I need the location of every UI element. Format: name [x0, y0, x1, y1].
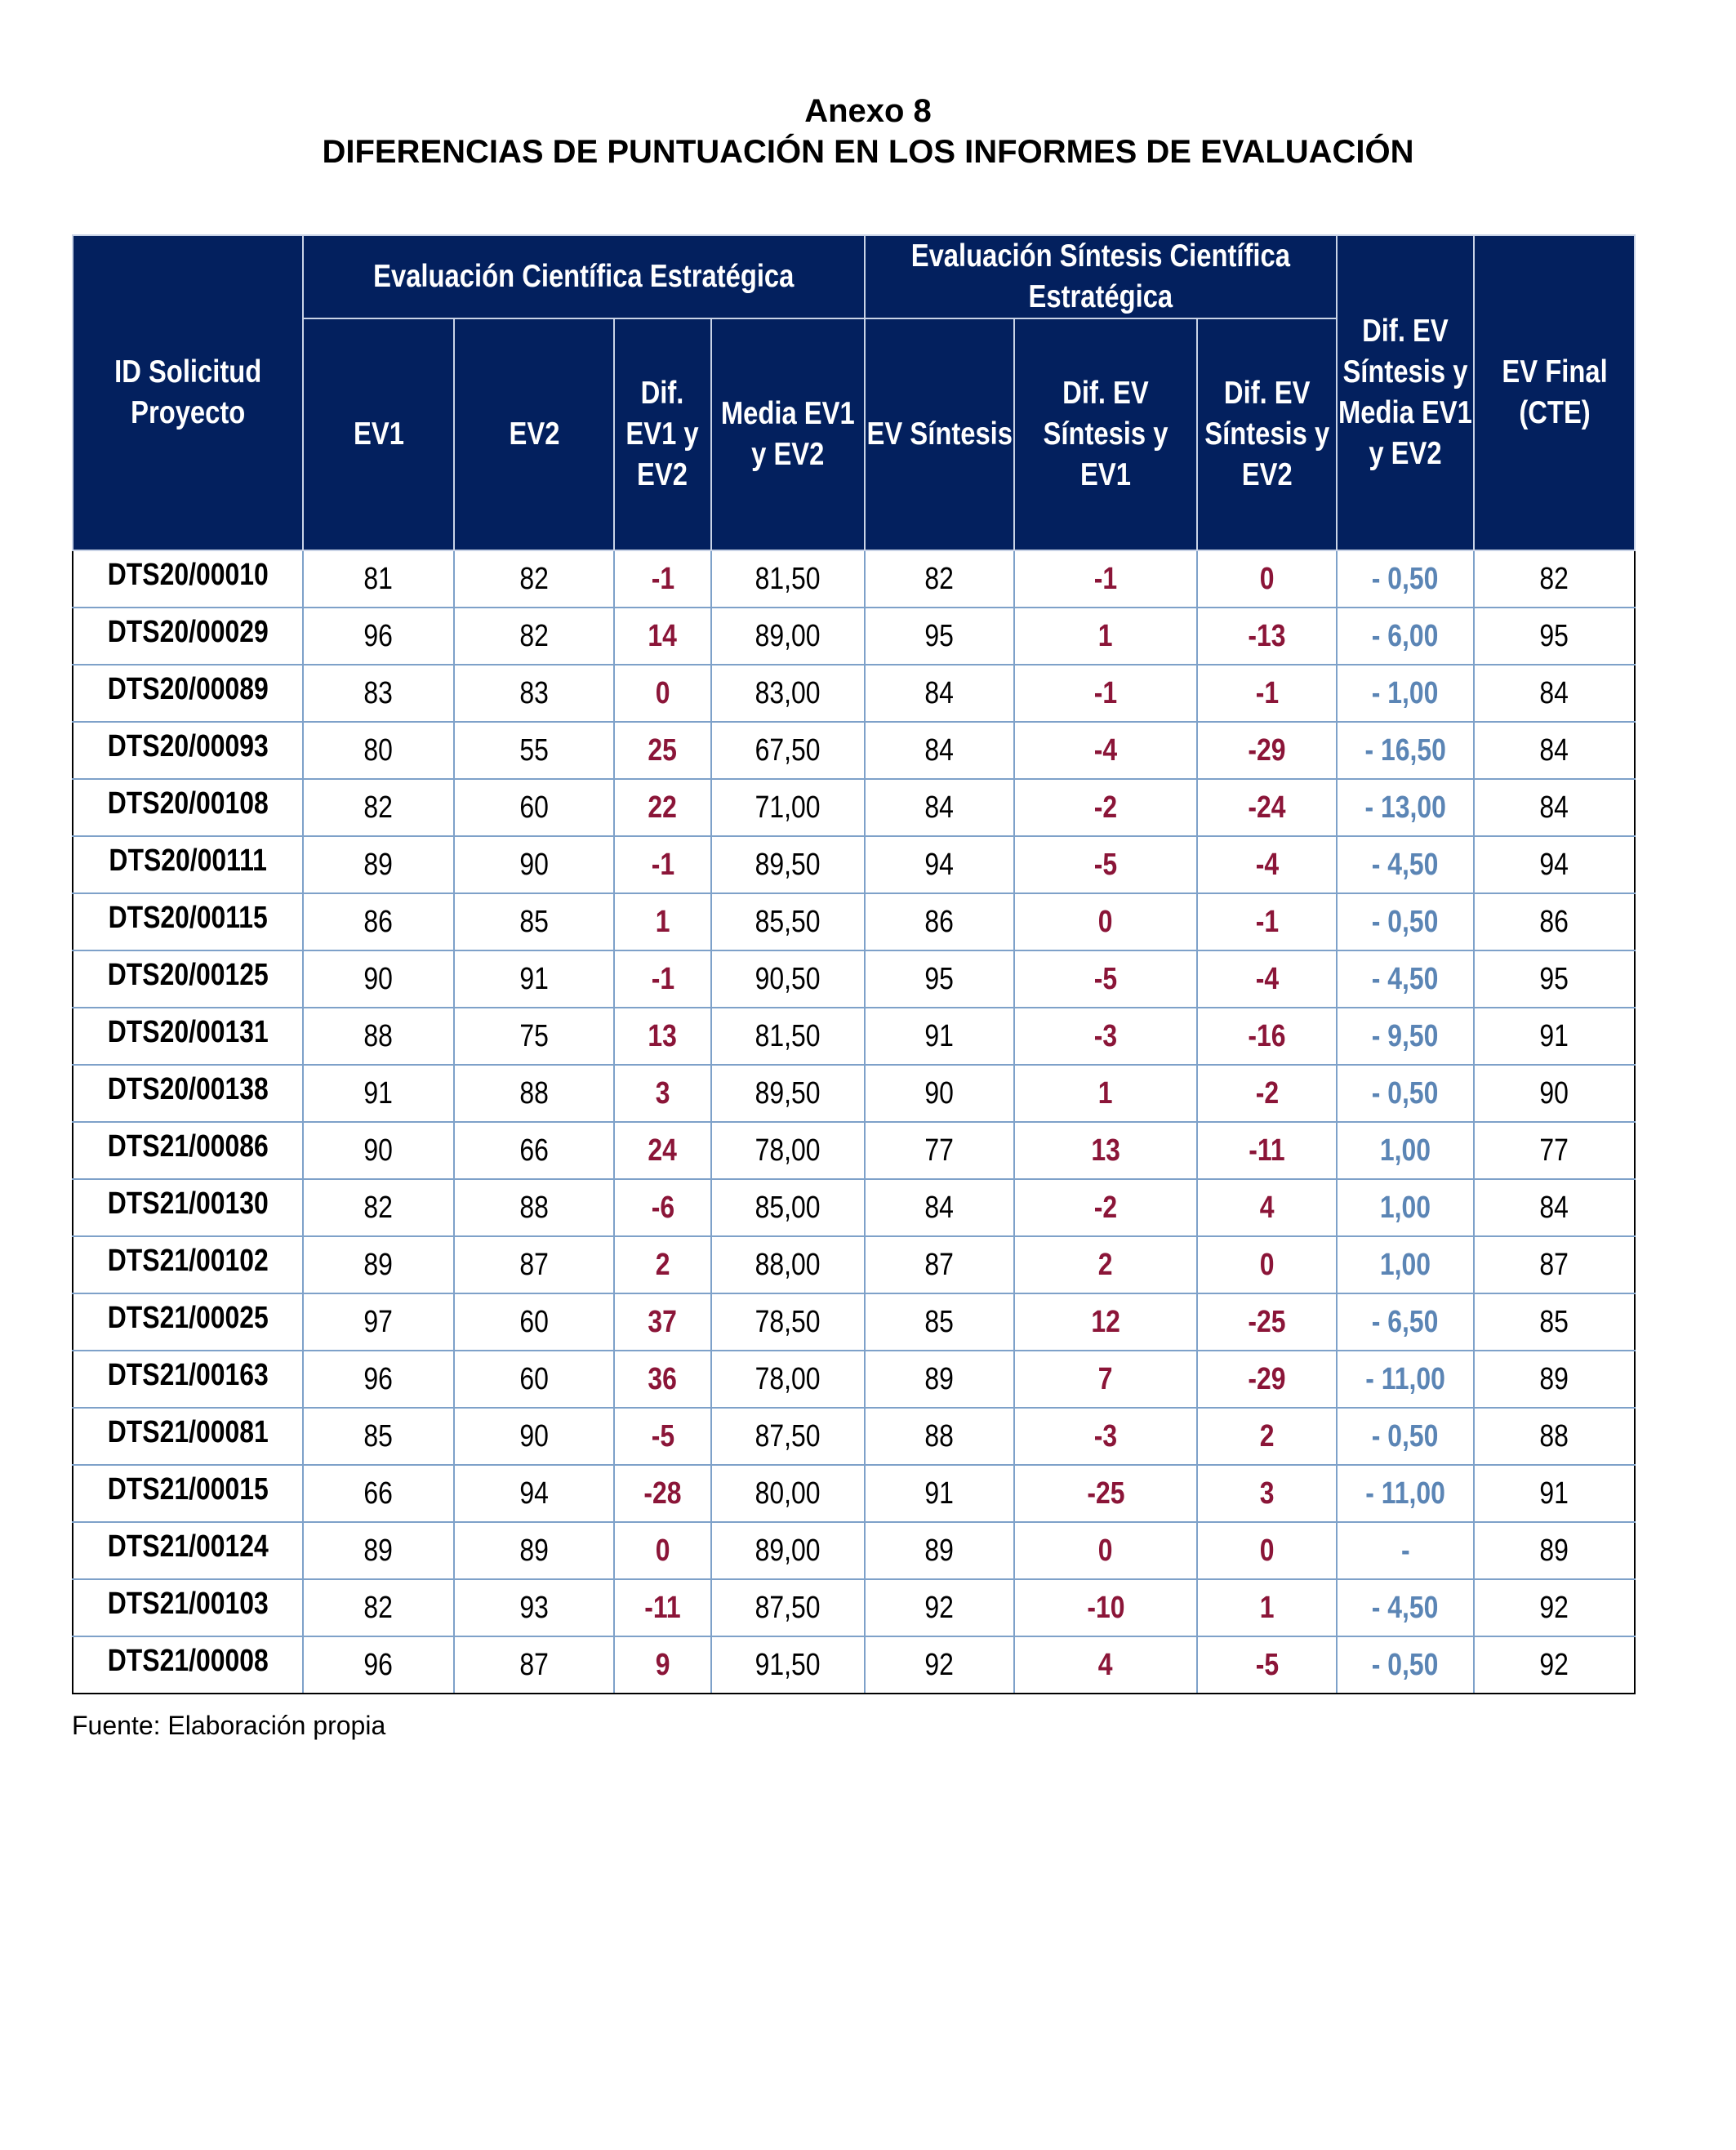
cell-ev2: 87: [454, 1636, 614, 1694]
table-row: [73, 893, 1635, 950]
cell-ev-final: 90: [1474, 1065, 1635, 1122]
cell-ev-final: 85: [1474, 1293, 1635, 1351]
cell-media: 83,00: [711, 665, 865, 722]
cell-dif-sintesis-ev2: 0: [1197, 1522, 1337, 1579]
cell-id: DTS20/00089: [73, 665, 303, 722]
cell-dif-sintesis-ev1: -4: [1014, 722, 1197, 779]
cell-ev-final: 95: [1474, 608, 1635, 665]
cell-dif-sintesis-ev1: -25: [1014, 1465, 1197, 1522]
cell-dif-sintesis-media: - 11,00: [1337, 1465, 1474, 1522]
cell-dif-sintesis-ev1: -5: [1014, 836, 1197, 893]
cell-ev-sintesis: 91: [865, 1008, 1014, 1065]
table-row: [73, 1008, 1635, 1065]
cell-ev1: 85: [303, 1408, 454, 1465]
cell-dif-sintesis-ev1: -3: [1014, 1408, 1197, 1465]
cell-dif-sintesis-ev2: -4: [1197, 836, 1337, 893]
cell-ev2: 88: [454, 1179, 614, 1236]
cell-dif-ev1-ev2: 1: [614, 893, 711, 950]
cell-dif-sintesis-media: - 16,50: [1337, 722, 1474, 779]
cell-ev2: 90: [454, 836, 614, 893]
cell-dif-sintesis-media: 1,00: [1337, 1236, 1474, 1293]
cell-ev1: 82: [303, 1579, 454, 1636]
cell-id: DTS21/00015: [73, 1465, 303, 1522]
header-ev-final: EV Final (CTE): [1474, 235, 1635, 550]
cell-dif-sintesis-ev1: -2: [1014, 779, 1197, 836]
cell-media: 89,50: [711, 1065, 865, 1122]
table-row: [73, 1065, 1635, 1122]
cell-media: 91,50: [711, 1636, 865, 1694]
cell-ev2: 88: [454, 1065, 614, 1122]
cell-dif-sintesis-ev1: 13: [1014, 1122, 1197, 1179]
cell-ev2: 60: [454, 1293, 614, 1351]
cell-ev2: 82: [454, 608, 614, 665]
table-row: [73, 608, 1635, 665]
cell-dif-sintesis-media: - 6,50: [1337, 1293, 1474, 1351]
cell-ev1: 82: [303, 1179, 454, 1236]
cell-dif-sintesis-ev1: -1: [1014, 665, 1197, 722]
cell-dif-sintesis-ev2: 2: [1197, 1408, 1337, 1465]
cell-ev2: 60: [454, 1351, 614, 1408]
cell-media: 89,50: [711, 836, 865, 893]
cell-dif-sintesis-ev1: 1: [1014, 608, 1197, 665]
cell-id: DTS21/00124: [73, 1522, 303, 1579]
cell-id: DTS21/00103: [73, 1579, 303, 1636]
cell-ev-sintesis: 85: [865, 1293, 1014, 1351]
cell-dif-ev1-ev2: 0: [614, 1522, 711, 1579]
cell-ev1: 89: [303, 836, 454, 893]
cell-dif-ev1-ev2: -5: [614, 1408, 711, 1465]
cell-id: DTS21/00163: [73, 1351, 303, 1408]
cell-dif-sintesis-media: - 0,50: [1337, 1065, 1474, 1122]
cell-media: 85,00: [711, 1179, 865, 1236]
table-row: [73, 1408, 1635, 1465]
cell-dif-sintesis-ev2: -4: [1197, 950, 1337, 1008]
cell-ev-final: 89: [1474, 1351, 1635, 1408]
cell-dif-sintesis-ev1: 7: [1014, 1351, 1197, 1408]
cell-media: 89,00: [711, 1522, 865, 1579]
cell-dif-sintesis-ev1: -3: [1014, 1008, 1197, 1065]
cell-ev1: 88: [303, 1008, 454, 1065]
cell-media: 81,50: [711, 550, 865, 608]
cell-dif-sintesis-ev2: 1: [1197, 1579, 1337, 1636]
cell-ev1: 96: [303, 1351, 454, 1408]
cell-ev2: 60: [454, 779, 614, 836]
cell-id: DTS20/00138: [73, 1065, 303, 1122]
cell-dif-sintesis-media: -: [1337, 1522, 1474, 1579]
cell-ev1: 89: [303, 1522, 454, 1579]
cell-dif-ev1-ev2: -1: [614, 836, 711, 893]
cell-ev2: 90: [454, 1408, 614, 1465]
cell-dif-sintesis-ev2: 0: [1197, 550, 1337, 608]
cell-ev-sintesis: 92: [865, 1579, 1014, 1636]
cell-ev2: 85: [454, 893, 614, 950]
header-ev1: EV1: [303, 318, 454, 550]
cell-dif-sintesis-ev1: 1: [1014, 1065, 1197, 1122]
cell-dif-sintesis-media: 1,00: [1337, 1179, 1474, 1236]
table-row: [73, 1636, 1635, 1694]
cell-ev1: 66: [303, 1465, 454, 1522]
cell-media: 88,00: [711, 1236, 865, 1293]
cell-media: 85,50: [711, 893, 865, 950]
cell-ev2: 94: [454, 1465, 614, 1522]
cell-id: DTS21/00008: [73, 1636, 303, 1694]
cell-ev-sintesis: 89: [865, 1351, 1014, 1408]
cell-ev-final: 84: [1474, 722, 1635, 779]
cell-dif-sintesis-media: - 4,50: [1337, 836, 1474, 893]
cell-dif-ev1-ev2: 2: [614, 1236, 711, 1293]
cell-dif-sintesis-ev2: 0: [1197, 1236, 1337, 1293]
cell-dif-sintesis-ev1: -5: [1014, 950, 1197, 1008]
header-group-cientifica: Evaluación Científica Estratégica: [303, 235, 865, 318]
cell-ev-final: 84: [1474, 665, 1635, 722]
table-row: [73, 722, 1635, 779]
cell-media: 78,50: [711, 1293, 865, 1351]
cell-dif-sintesis-ev1: 12: [1014, 1293, 1197, 1351]
cell-dif-sintesis-ev2: -25: [1197, 1293, 1337, 1351]
cell-dif-ev1-ev2: -1: [614, 950, 711, 1008]
table-row: [73, 1522, 1635, 1579]
cell-dif-ev1-ev2: 14: [614, 608, 711, 665]
cell-dif-sintesis-ev2: -1: [1197, 665, 1337, 722]
cell-media: 81,50: [711, 1008, 865, 1065]
cell-id: DTS20/00125: [73, 950, 303, 1008]
cell-media: 78,00: [711, 1122, 865, 1179]
cell-ev-final: 91: [1474, 1465, 1635, 1522]
cell-dif-ev1-ev2: 3: [614, 1065, 711, 1122]
cell-ev2: 66: [454, 1122, 614, 1179]
cell-dif-sintesis-media: - 13,00: [1337, 779, 1474, 836]
cell-ev1: 83: [303, 665, 454, 722]
cell-ev-final: 84: [1474, 1179, 1635, 1236]
cell-id: DTS20/00010: [73, 550, 303, 608]
cell-id: DTS20/00111: [73, 836, 303, 893]
table-row: [73, 1236, 1635, 1293]
cell-id: DTS20/00029: [73, 608, 303, 665]
table-row: [73, 550, 1635, 608]
cell-ev-sintesis: 84: [865, 779, 1014, 836]
cell-ev-sintesis: 84: [865, 722, 1014, 779]
cell-dif-sintesis-ev1: 4: [1014, 1636, 1197, 1694]
cell-media: 87,50: [711, 1579, 865, 1636]
cell-dif-ev1-ev2: 0: [614, 665, 711, 722]
cell-dif-ev1-ev2: 36: [614, 1351, 711, 1408]
cell-ev1: 81: [303, 550, 454, 608]
cell-dif-sintesis-media: - 4,50: [1337, 1579, 1474, 1636]
cell-dif-sintesis-media: - 6,00: [1337, 608, 1474, 665]
header-ev2: EV2: [454, 318, 614, 550]
cell-ev-sintesis: 94: [865, 836, 1014, 893]
header-dif-sintesis-ev2: Dif. EV Síntesis y EV2: [1197, 318, 1337, 550]
cell-ev-sintesis: 88: [865, 1408, 1014, 1465]
cell-media: 78,00: [711, 1351, 865, 1408]
cell-dif-sintesis-ev2: 3: [1197, 1465, 1337, 1522]
header-dif-sintesis-ev1: Dif. EV Síntesis y EV1: [1014, 318, 1197, 550]
cell-ev-final: 89: [1474, 1522, 1635, 1579]
cell-ev-final: 82: [1474, 550, 1635, 608]
cell-ev-final: 92: [1474, 1579, 1635, 1636]
table-row: [73, 665, 1635, 722]
table-row: [73, 779, 1635, 836]
cell-ev1: 90: [303, 950, 454, 1008]
cell-dif-sintesis-media: - 0,50: [1337, 550, 1474, 608]
cell-ev-final: 91: [1474, 1008, 1635, 1065]
cell-ev1: 80: [303, 722, 454, 779]
cell-ev-sintesis: 77: [865, 1122, 1014, 1179]
cell-dif-ev1-ev2: -28: [614, 1465, 711, 1522]
cell-dif-sintesis-ev2: -16: [1197, 1008, 1337, 1065]
header-id: ID Solicitud Proyecto: [73, 235, 303, 550]
cell-dif-sintesis-ev2: -29: [1197, 1351, 1337, 1408]
cell-ev-sintesis: 84: [865, 665, 1014, 722]
cell-ev-sintesis: 95: [865, 950, 1014, 1008]
cell-dif-sintesis-ev2: -5: [1197, 1636, 1337, 1694]
cell-dif-sintesis-ev2: -2: [1197, 1065, 1337, 1122]
cell-ev-final: 94: [1474, 836, 1635, 893]
cell-ev2: 82: [454, 550, 614, 608]
cell-dif-sintesis-media: 1,00: [1337, 1122, 1474, 1179]
cell-ev-final: 87: [1474, 1236, 1635, 1293]
cell-media: 67,50: [711, 722, 865, 779]
cell-ev2: 93: [454, 1579, 614, 1636]
cell-ev-sintesis: 92: [865, 1636, 1014, 1694]
cell-dif-sintesis-ev2: -24: [1197, 779, 1337, 836]
cell-dif-ev1-ev2: -11: [614, 1579, 711, 1636]
cell-ev1: 97: [303, 1293, 454, 1351]
cell-dif-sintesis-ev1: 0: [1014, 893, 1197, 950]
cell-ev1: 89: [303, 1236, 454, 1293]
cell-ev-sintesis: 91: [865, 1465, 1014, 1522]
cell-dif-sintesis-ev2: 4: [1197, 1179, 1337, 1236]
cell-ev-final: 77: [1474, 1122, 1635, 1179]
cell-id: DTS20/00131: [73, 1008, 303, 1065]
cell-ev-final: 88: [1474, 1408, 1635, 1465]
cell-ev2: 87: [454, 1236, 614, 1293]
cell-dif-sintesis-ev1: -2: [1014, 1179, 1197, 1236]
header-ev-sintesis: EV Síntesis: [865, 318, 1014, 550]
table-row: [73, 1465, 1635, 1522]
cell-ev-sintesis: 87: [865, 1236, 1014, 1293]
cell-dif-sintesis-media: - 11,00: [1337, 1351, 1474, 1408]
header-media: Media EV1 y EV2: [711, 318, 865, 550]
cell-media: 80,00: [711, 1465, 865, 1522]
cell-id: DTS21/00025: [73, 1293, 303, 1351]
cell-media: 89,00: [711, 608, 865, 665]
cell-ev-sintesis: 89: [865, 1522, 1014, 1579]
cell-dif-ev1-ev2: 13: [614, 1008, 711, 1065]
table-row: [73, 1179, 1635, 1236]
cell-dif-sintesis-ev2: -1: [1197, 893, 1337, 950]
header-dif-ev1-ev2: Dif. EV1 y EV2: [614, 318, 711, 550]
cell-ev1: 91: [303, 1065, 454, 1122]
cell-ev2: 91: [454, 950, 614, 1008]
cell-ev-final: 92: [1474, 1636, 1635, 1694]
cell-dif-sintesis-ev2: -13: [1197, 608, 1337, 665]
cell-dif-ev1-ev2: -6: [614, 1179, 711, 1236]
cell-ev1: 82: [303, 779, 454, 836]
cell-ev1: 90: [303, 1122, 454, 1179]
cell-ev2: 89: [454, 1522, 614, 1579]
cell-ev1: 96: [303, 1636, 454, 1694]
cell-dif-ev1-ev2: -1: [614, 550, 711, 608]
cell-dif-sintesis-ev1: 2: [1014, 1236, 1197, 1293]
cell-ev-final: 95: [1474, 950, 1635, 1008]
cell-ev-sintesis: 86: [865, 893, 1014, 950]
cell-dif-ev1-ev2: 24: [614, 1122, 711, 1179]
header-dif-sintesis-media: Dif. EV Síntesis y Media EV1 y EV2: [1337, 235, 1474, 550]
cell-dif-ev1-ev2: 25: [614, 722, 711, 779]
annex-title: Anexo 8: [804, 93, 932, 129]
cell-dif-sintesis-media: - 1,00: [1337, 665, 1474, 722]
cell-media: 90,50: [711, 950, 865, 1008]
cell-ev1: 86: [303, 893, 454, 950]
cell-dif-sintesis-ev2: -29: [1197, 722, 1337, 779]
cell-id: DTS21/00086: [73, 1122, 303, 1179]
cell-dif-ev1-ev2: 37: [614, 1293, 711, 1351]
cell-dif-sintesis-ev2: -11: [1197, 1122, 1337, 1179]
cell-ev-sintesis: 84: [865, 1179, 1014, 1236]
table-row: [73, 836, 1635, 893]
scores-table: [72, 234, 1636, 1694]
cell-ev-sintesis: 82: [865, 550, 1014, 608]
cell-ev-final: 86: [1474, 893, 1635, 950]
cell-ev-sintesis: 95: [865, 608, 1014, 665]
cell-dif-ev1-ev2: 9: [614, 1636, 711, 1694]
cell-media: 71,00: [711, 779, 865, 836]
cell-ev-sintesis: 90: [865, 1065, 1014, 1122]
header-group-sintesis: Evaluación Síntesis Científica Estratégica: [865, 235, 1337, 318]
cell-id: DTS20/00093: [73, 722, 303, 779]
cell-id: DTS21/00102: [73, 1236, 303, 1293]
cell-ev2: 75: [454, 1008, 614, 1065]
cell-ev2: 55: [454, 722, 614, 779]
cell-dif-sintesis-ev1: 0: [1014, 1522, 1197, 1579]
table-row: [73, 1351, 1635, 1408]
cell-id: DTS20/00115: [73, 893, 303, 950]
cell-dif-sintesis-media: - 0,50: [1337, 893, 1474, 950]
table-row: [73, 1293, 1635, 1351]
cell-dif-sintesis-ev1: -10: [1014, 1579, 1197, 1636]
cell-dif-sintesis-media: - 4,50: [1337, 950, 1474, 1008]
cell-dif-ev1-ev2: 22: [614, 779, 711, 836]
cell-media: 87,50: [711, 1408, 865, 1465]
cell-dif-sintesis-media: - 0,50: [1337, 1636, 1474, 1694]
table-title: DIFERENCIAS DE PUNTUACIÓN EN LOS INFORMES DE EVALUACIÓN: [322, 134, 1414, 170]
cell-ev2: 83: [454, 665, 614, 722]
cell-dif-sintesis-ev1: -1: [1014, 550, 1197, 608]
cell-id: DTS21/00130: [73, 1179, 303, 1236]
cell-id: DTS20/00108: [73, 779, 303, 836]
table-row: [73, 1579, 1635, 1636]
cell-id: DTS21/00081: [73, 1408, 303, 1465]
cell-ev1: 96: [303, 608, 454, 665]
table-row: [73, 1122, 1635, 1179]
table-row: [73, 950, 1635, 1008]
source-note: Fuente: Elaboración propia: [72, 1711, 386, 1740]
cell-dif-sintesis-media: - 0,50: [1337, 1408, 1474, 1465]
cell-dif-sintesis-media: - 9,50: [1337, 1008, 1474, 1065]
cell-ev-final: 84: [1474, 779, 1635, 836]
